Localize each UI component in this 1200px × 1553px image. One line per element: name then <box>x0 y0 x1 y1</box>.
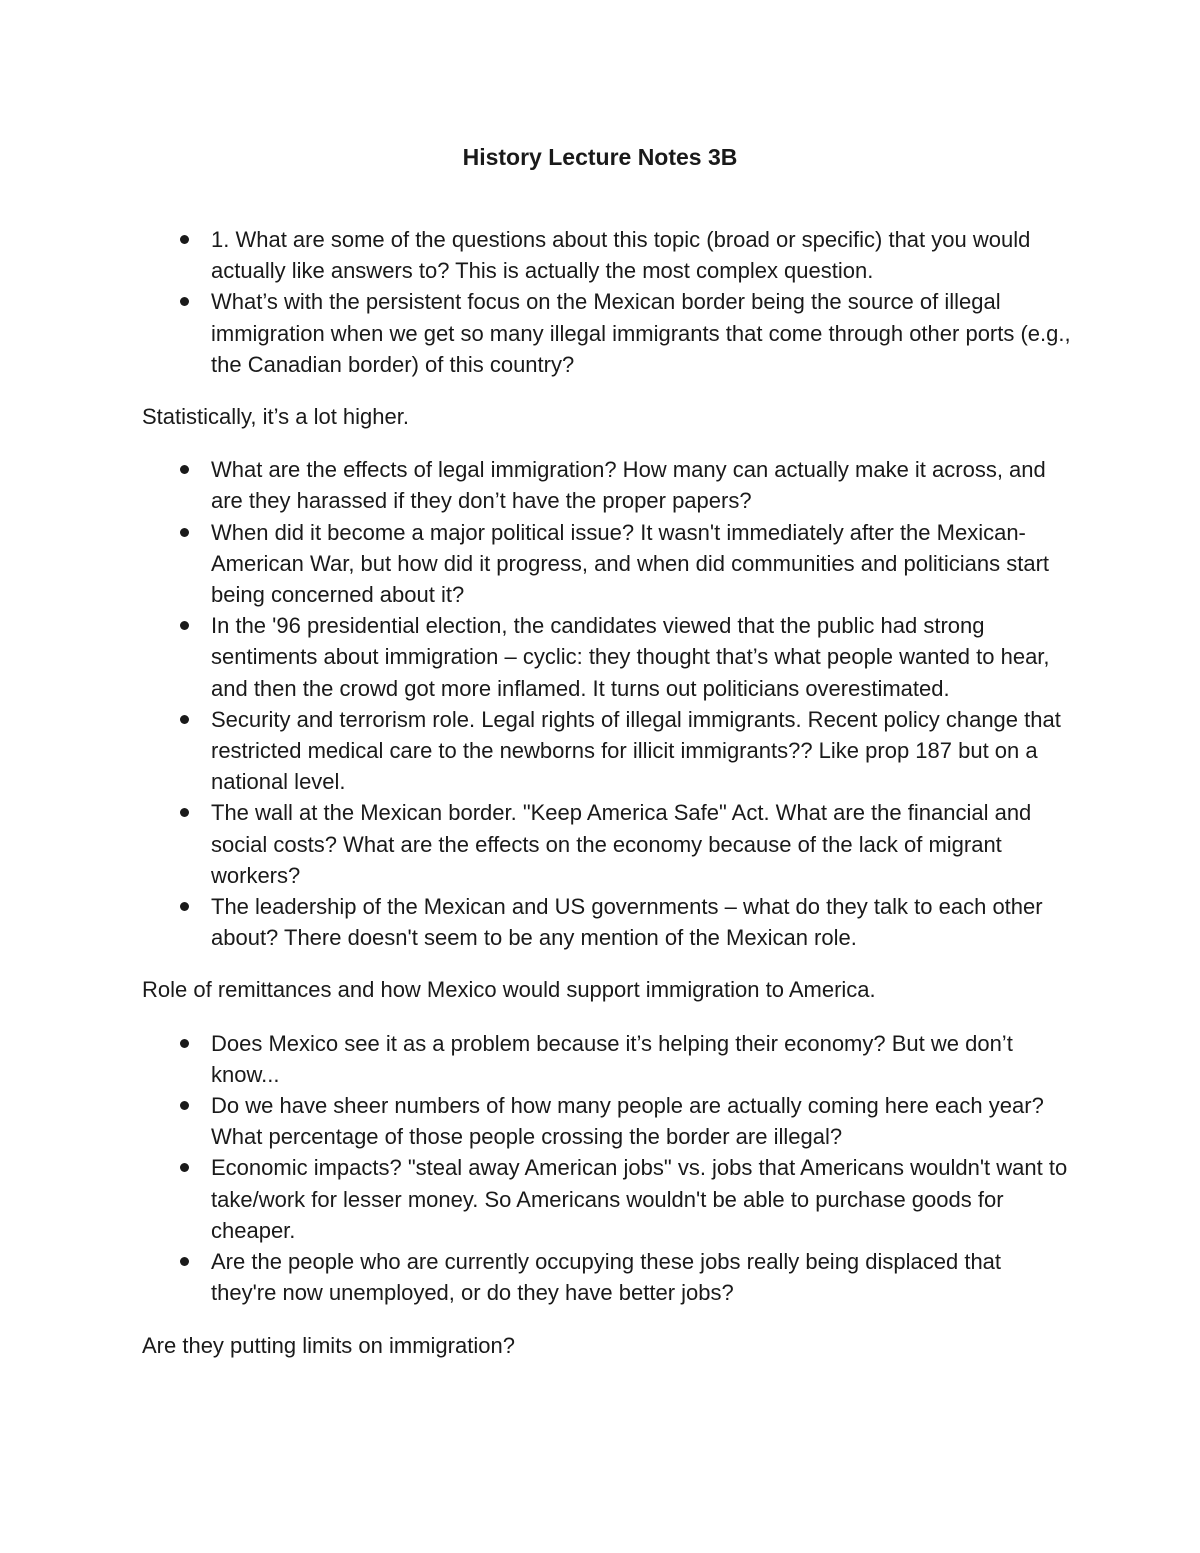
bullet-list-issues <box>142 454 1072 953</box>
bullet-list-questions <box>142 224 1072 380</box>
list-item-text: The wall at the Mexican border. "Keep America Safe" Act. What are the financial and social costs? What are the effects on the economy because of the lack of migrant workers? <box>211 800 1032 888</box>
bullet-icon <box>180 1257 189 1266</box>
bullet-icon <box>180 621 189 630</box>
list-item-text: Security and terrorism role. Legal rights of illegal immigrants. Recent policy change that restricted medical care to the newborns for illicit immigrants?? Like prop 187 but on a national level. <box>211 706 1061 795</box>
document-body <box>142 224 1072 1383</box>
list-item <box>142 454 1072 516</box>
bullet-icon <box>180 902 189 911</box>
list-item <box>142 1246 1072 1308</box>
list-item-text: Do we have sheer numbers of how many people are actually coming here each year? What percentage of those people crossing the border are illegal? <box>211 1093 1044 1150</box>
bullet-icon <box>180 1039 189 1048</box>
list-item <box>142 797 1072 891</box>
list-item <box>142 1090 1072 1152</box>
list-item <box>142 610 1072 704</box>
list-item-text: When did it become a major political issue? It wasn't immediately after the Mexican- American War, but how did it progress, and when did communities and politicians start being concerned about it? <box>211 519 1050 608</box>
bullet-icon <box>180 808 189 817</box>
list-item-text: What’s with the persistent focus on the Mexican border being the source of illegal immigration when we get so many illegal immigrants that come through other ports (e.g., the Canadian border) of this country? <box>211 289 1071 377</box>
list-item-text: Economic impacts? "steal away American jobs" vs. jobs that Americans wouldn't want to take/work for lesser money. So Americans wouldn't be able to purchase goods for cheaper. <box>211 1155 1068 1243</box>
list-item <box>142 1152 1072 1246</box>
list-item <box>142 704 1072 798</box>
list-item-text: The leadership of the Mexican and US governments – what do they talk to each other about? There doesn't seem to be any mention of the Mexican role. <box>211 894 1043 951</box>
list-item <box>142 224 1072 286</box>
list-item-text: 1. What are some of the questions about this topic (broad or specific) that you would actually like answers to? This is actually the most complex question. <box>211 227 1031 284</box>
paragraph-remittances: Role of remittances and how Mexico would support immigration to America. <box>142 977 876 1003</box>
list-item <box>142 1028 1072 1090</box>
list-item <box>142 891 1072 953</box>
paragraph-limits: Are they putting limits on immigration? <box>142 1332 515 1358</box>
bullet-icon <box>180 235 189 244</box>
paragraph-statistics: Statistically, it’s a lot higher. <box>142 404 409 430</box>
list-item-text: Are the people who are currently occupying these jobs really being displaced that they're now unemployed, or do they have better jobs? <box>211 1249 1002 1306</box>
list-item <box>142 286 1072 380</box>
bullet-icon <box>180 297 189 306</box>
bullet-list-economics <box>142 1028 1072 1309</box>
list-item-text: What are the effects of legal immigration? How many can actually make it across, and are they harassed if they don’t have the proper papers? <box>211 457 1046 514</box>
document-title: History Lecture Notes 3B <box>462 144 738 170</box>
list-item-text: Does Mexico see it as a problem because it’s helping their economy? But we don’t know... <box>211 1030 1013 1087</box>
bullet-icon <box>180 1101 189 1110</box>
bullet-icon <box>180 528 189 537</box>
list-item <box>142 517 1072 611</box>
bullet-icon <box>180 465 189 474</box>
bullet-icon <box>180 715 189 724</box>
list-item-text: In the '96 presidential election, the candidates viewed that the public had strong sentiments about immigration – cyclic: they thought that’s what people wanted to hear, and then the crowd got more inflamed. It turns out politicians overestimated. <box>211 613 1050 701</box>
bullet-icon <box>180 1163 189 1172</box>
